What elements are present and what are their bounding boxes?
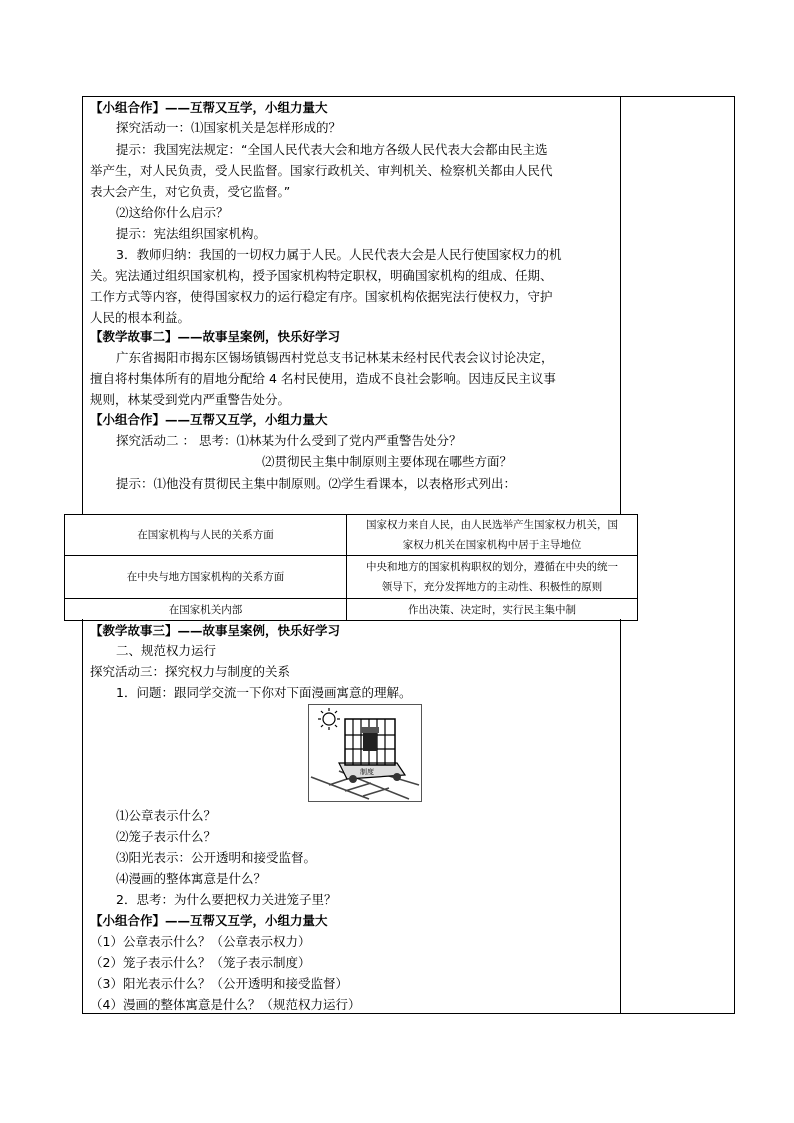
table-cell-line: 国家权力来自人民，由人民选举产生国家权力机关，国	[366, 519, 618, 531]
table-cell-line: 领导下，充分发挥地方的主动性、积极性的原则	[381, 581, 603, 593]
table-cell-aspect: 在国家机构与人民的关系方面	[65, 515, 347, 556]
text-line: 1．问题：跟同学交流一下你对下面漫画寓意的理解。	[116, 685, 412, 700]
text-line: 表大会产生，对它负责，受它监督。”	[90, 184, 291, 199]
text-line: ⑶阳光表示：公开透明和接受监督。	[116, 850, 317, 865]
text-line: 【教学故事二】——故事呈案例，快乐好学习	[90, 329, 341, 344]
table-cell-aspect: 在中央与地方国家机构的关系方面	[65, 556, 347, 599]
cage-cartoon-image	[308, 704, 422, 802]
text-line: 举产生，对人民负责，受人民监督。国家行政机关、审判机关、检察机关都由人民代	[90, 163, 553, 178]
text-line: 规则，林某受到党内严重警告处分。	[90, 392, 291, 407]
text-line: 擅自将村集体所有的眉地分配给 4 名村民使用，造成不良社会影响。因违反民主议事	[90, 371, 556, 386]
text-line: ⑵笼子表示什么？	[116, 829, 217, 844]
text-line: 探究活动二 ： 思考：⑴林某为什么受到了党内严重警告处分？	[116, 433, 462, 448]
text-line: 人民的根本利益。	[90, 310, 191, 325]
text-line: 探究活动一：⑴国家机关是怎样形成的？	[116, 120, 342, 135]
table-cell-content	[347, 556, 638, 599]
text-line: 2．思考：为什么要把权力关进笼子里？	[116, 892, 337, 907]
text-line: 【小组合作】——互帮又互学，小组力量大	[90, 412, 328, 427]
text-line: ⑵这给你什么启示？	[116, 205, 229, 220]
text-line: 二、规范权力运行	[116, 643, 217, 658]
text-line: （2）笼子表示什么？（笼子表示制度）	[90, 955, 311, 970]
cage-label: 制度	[360, 768, 374, 776]
text-line: 提示：⑴他没有贯彻民主集中制原则。⑵学生看课本，以表格形式列出：	[116, 476, 517, 491]
text-line: 【小组合作】——互帮又互学，小组力量大	[90, 913, 328, 928]
table-row	[65, 556, 638, 599]
table-row	[65, 515, 638, 556]
text-line: （1）公章表示什么？（公章表示权力）	[90, 934, 311, 949]
table-row	[65, 599, 638, 621]
table-cell-content	[347, 515, 638, 556]
table-cell-aspect: 在国家机关内部	[65, 599, 347, 621]
text-line: 广东省揭阳市揭东区锡场镇锡西村党总支书记林某未经村民代表会议讨论决定，	[116, 350, 554, 365]
text-line: 提示：我国宪法规定：“全国人民代表大会和地方各级人民代表大会都由民主选	[116, 142, 548, 157]
table-cell-line: 中央和地方的国家机构职权的划分，遵循在中央的统一	[366, 561, 618, 573]
text-line: 关。宪法通过组织国家机构，授予国家机构特定职权，明确国家机构的组成、任期、	[90, 268, 553, 283]
text-line: ⑷漫画的整体寓意是什么？	[116, 871, 267, 886]
text-line: 工作方式等内容，使得国家权力的运行稳定有序。国家机构依据宪法行使权力，守护	[90, 289, 553, 304]
text-line: （4）漫画的整体寓意是什么？（规范权力运行）	[90, 997, 361, 1012]
text-line: 探究活动三：探究权力与制度的关系	[90, 664, 291, 679]
text-line: 3．教师归纳：我国的一切权力属于人民。人民代表大会是人民行使国家权力的机	[116, 247, 562, 262]
text-line: ⑴公章表示什么？	[116, 808, 217, 823]
cartoon-drawing	[309, 705, 421, 801]
text-line: 提示：宪法组织国家机构。	[116, 226, 267, 241]
text-line: 【教学故事三】——故事呈案例，快乐好学习	[90, 623, 341, 638]
sun-icon	[318, 708, 340, 730]
text-line: 【小组合作】——互帮又互学，小组力量大	[90, 100, 328, 115]
text-line: （3）阳光表示什么？（公开透明和接受监督）	[90, 976, 348, 991]
table-cell-content: 作出决策、决定时，实行民主集中制	[347, 599, 638, 621]
text-line: ⑵贯彻民主集中制原则主要体现在哪些方面？	[262, 454, 513, 469]
principle-table	[64, 514, 638, 619]
table-cell-line: 家权力机关在国家机构中居于主导地位	[402, 539, 582, 551]
